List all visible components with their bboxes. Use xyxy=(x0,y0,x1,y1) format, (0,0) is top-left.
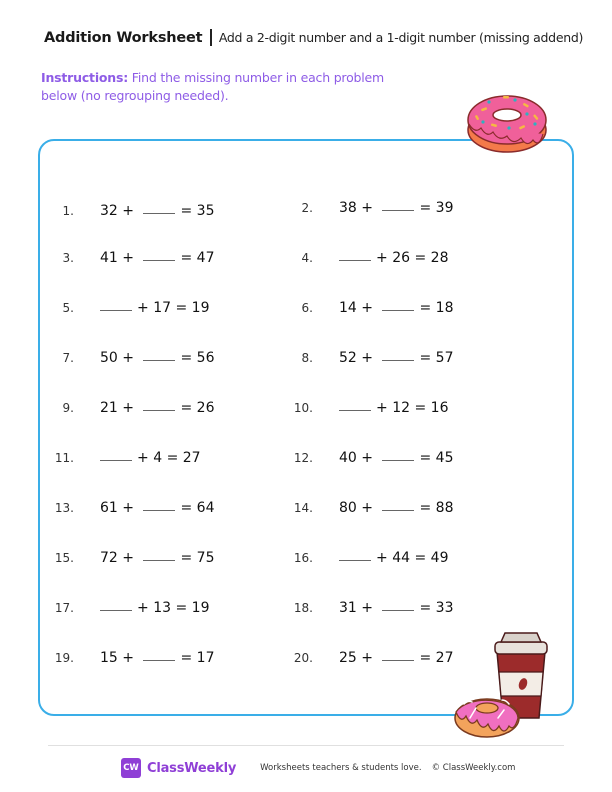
problem-20 xyxy=(271,650,453,666)
equals-sign: = xyxy=(419,450,432,466)
plus-sign: + xyxy=(376,550,388,566)
sum: 16 xyxy=(430,400,449,416)
problem-15 xyxy=(32,550,214,566)
sum: 88 xyxy=(435,500,454,516)
problem-14 xyxy=(271,500,453,516)
problem-number: 10. xyxy=(293,401,313,415)
addend-b: 17 xyxy=(153,300,172,316)
problem-number: 14. xyxy=(293,501,313,515)
answer-blank[interactable] xyxy=(382,309,414,311)
answer-blank[interactable] xyxy=(339,559,371,561)
donut-icon xyxy=(465,86,549,156)
plus-sign: + xyxy=(122,550,135,566)
addend-a: 15 xyxy=(100,650,118,666)
plus-sign: + xyxy=(137,600,149,616)
addend-a: 52 xyxy=(339,350,357,366)
plus-sign: + xyxy=(361,600,374,616)
problem-number: 5. xyxy=(62,301,74,315)
answer-blank[interactable] xyxy=(143,212,175,214)
answer-blank[interactable] xyxy=(382,359,414,361)
addend-a: 21 xyxy=(100,400,118,416)
problem-12 xyxy=(271,450,453,466)
answer-blank[interactable] xyxy=(143,409,175,411)
sum: 28 xyxy=(430,250,449,266)
plus-sign: + xyxy=(122,350,135,366)
classweekly-logo-icon: CW xyxy=(121,758,141,778)
footer-copyright: © ClassWeekly.com xyxy=(431,763,516,773)
problem-6 xyxy=(271,300,453,316)
equals-sign: = xyxy=(419,350,432,366)
problem-number: 7. xyxy=(62,351,74,365)
answer-blank[interactable] xyxy=(100,309,132,311)
plus-sign: + xyxy=(376,400,388,416)
problem-2 xyxy=(271,200,453,216)
donut-icon xyxy=(452,686,522,740)
addend-b: 4 xyxy=(153,450,163,466)
problem-17 xyxy=(32,600,209,616)
problem-5 xyxy=(32,300,209,316)
answer-blank[interactable] xyxy=(143,259,175,261)
problem-number: 6. xyxy=(301,301,313,315)
problem-10 xyxy=(271,400,448,416)
problem-4 xyxy=(271,250,448,266)
plus-sign: + xyxy=(361,450,374,466)
sum: 19 xyxy=(191,300,210,316)
problem-8 xyxy=(271,350,453,366)
problem-9 xyxy=(32,400,214,416)
answer-blank[interactable] xyxy=(382,509,414,511)
plus-sign: + xyxy=(137,450,149,466)
problem-1 xyxy=(32,200,214,219)
equals-sign: = xyxy=(166,450,179,466)
equals-sign: = xyxy=(419,650,432,666)
footer-tagline: Worksheets teachers & students love. xyxy=(260,763,422,773)
sum: 45 xyxy=(435,450,454,466)
footer-divider xyxy=(48,745,564,746)
sum: 27 xyxy=(435,650,454,666)
answer-blank[interactable] xyxy=(100,609,132,611)
equals-sign: = xyxy=(414,400,427,416)
instructions-label: Instructions: xyxy=(41,70,129,85)
answer-blank[interactable] xyxy=(382,209,414,211)
addend-a: 41 xyxy=(100,250,118,266)
sum: 33 xyxy=(435,600,454,616)
problem-18 xyxy=(271,600,453,616)
footer xyxy=(121,758,515,778)
sum: 75 xyxy=(196,550,215,566)
worksheet-title: Addition Worksheet xyxy=(44,29,203,46)
equals-sign: = xyxy=(414,550,427,566)
equals-sign: = xyxy=(180,400,193,416)
problem-number: 12. xyxy=(293,451,313,465)
equals-sign: = xyxy=(180,500,193,516)
sum: 19 xyxy=(191,600,210,616)
problem-19 xyxy=(32,650,214,666)
problem-number: 17. xyxy=(54,601,74,615)
plus-sign: + xyxy=(137,300,149,316)
sum: 47 xyxy=(196,250,215,266)
addend-a: 38 xyxy=(339,200,357,216)
plus-sign: + xyxy=(122,650,135,666)
plus-sign: + xyxy=(361,650,374,666)
sum: 27 xyxy=(182,450,201,466)
plus-sign: + xyxy=(376,250,388,266)
plus-sign: + xyxy=(361,300,374,316)
addend-b: 44 xyxy=(392,550,411,566)
answer-blank[interactable] xyxy=(339,409,371,411)
addend-a: 31 xyxy=(339,600,357,616)
plus-sign: + xyxy=(122,500,135,516)
answer-blank[interactable] xyxy=(143,509,175,511)
equals-sign: = xyxy=(414,250,427,266)
answer-blank[interactable] xyxy=(382,609,414,611)
addend-a: 32 xyxy=(100,203,118,219)
problem-number: 2. xyxy=(301,201,313,215)
problem-13 xyxy=(32,500,214,516)
addend-a: 14 xyxy=(339,300,357,316)
problem-11 xyxy=(32,450,201,466)
problem-number: 15. xyxy=(54,551,74,565)
equals-sign: = xyxy=(419,500,432,516)
problem-number: 1. xyxy=(62,204,74,218)
plus-sign: + xyxy=(122,203,135,219)
addend-a: 40 xyxy=(339,450,357,466)
instructions xyxy=(41,69,401,105)
equals-sign: = xyxy=(180,650,193,666)
addend-b: 13 xyxy=(153,600,172,616)
equals-sign: = xyxy=(419,600,432,616)
worksheet-header xyxy=(44,29,583,46)
sum: 56 xyxy=(196,350,215,366)
problem-number: 19. xyxy=(54,651,74,665)
problem-7 xyxy=(32,350,214,366)
plus-sign: + xyxy=(361,350,374,366)
addend-a: 50 xyxy=(100,350,118,366)
equals-sign: = xyxy=(419,200,432,216)
answer-blank[interactable] xyxy=(143,659,175,661)
brand-name: ClassWeekly xyxy=(147,760,237,776)
plus-sign: + xyxy=(361,200,374,216)
answer-blank[interactable] xyxy=(100,459,132,461)
plus-sign: + xyxy=(122,250,135,266)
equals-sign: = xyxy=(175,300,188,316)
plus-sign: + xyxy=(361,500,374,516)
addend-a: 72 xyxy=(100,550,118,566)
worksheet-subtitle: Add a 2-digit number and a 1-digit number (missing addend) xyxy=(218,30,584,45)
answer-blank[interactable] xyxy=(143,359,175,361)
problem-number: 11. xyxy=(54,451,74,465)
problem-number: 3. xyxy=(62,251,74,265)
sum: 35 xyxy=(196,203,215,219)
sum: 26 xyxy=(196,400,215,416)
addend-a: 80 xyxy=(339,500,357,516)
problem-number: 9. xyxy=(62,401,74,415)
addend-a: 61 xyxy=(100,500,118,516)
addend-b: 26 xyxy=(392,250,411,266)
answer-blank[interactable] xyxy=(339,259,371,261)
equals-sign: = xyxy=(180,250,193,266)
problem-number: 4. xyxy=(301,251,313,265)
sum: 17 xyxy=(196,650,215,666)
problem-3 xyxy=(32,250,214,266)
sum: 64 xyxy=(196,500,215,516)
answer-blank[interactable] xyxy=(382,459,414,461)
answer-blank[interactable] xyxy=(143,559,175,561)
sum: 39 xyxy=(435,200,454,216)
problem-number: 20. xyxy=(293,651,313,665)
sum: 57 xyxy=(435,350,454,366)
addend-b: 12 xyxy=(392,400,411,416)
title-separator xyxy=(210,29,212,46)
plus-sign: + xyxy=(122,400,135,416)
problem-number: 18. xyxy=(293,601,313,615)
answer-blank[interactable] xyxy=(382,659,414,661)
instructions-text: Find the missing number in each problem below (no regrouping needed). xyxy=(41,70,385,103)
problem-number: 8. xyxy=(301,351,313,365)
equals-sign: = xyxy=(180,350,193,366)
addend-a: 25 xyxy=(339,650,357,666)
problem-number: 13. xyxy=(54,501,74,515)
equals-sign: = xyxy=(419,300,432,316)
equals-sign: = xyxy=(180,550,193,566)
problem-number: 16. xyxy=(293,551,313,565)
sum: 18 xyxy=(435,300,454,316)
equals-sign: = xyxy=(175,600,188,616)
equals-sign: = xyxy=(180,203,193,219)
sum: 49 xyxy=(430,550,449,566)
problem-16 xyxy=(271,550,448,566)
